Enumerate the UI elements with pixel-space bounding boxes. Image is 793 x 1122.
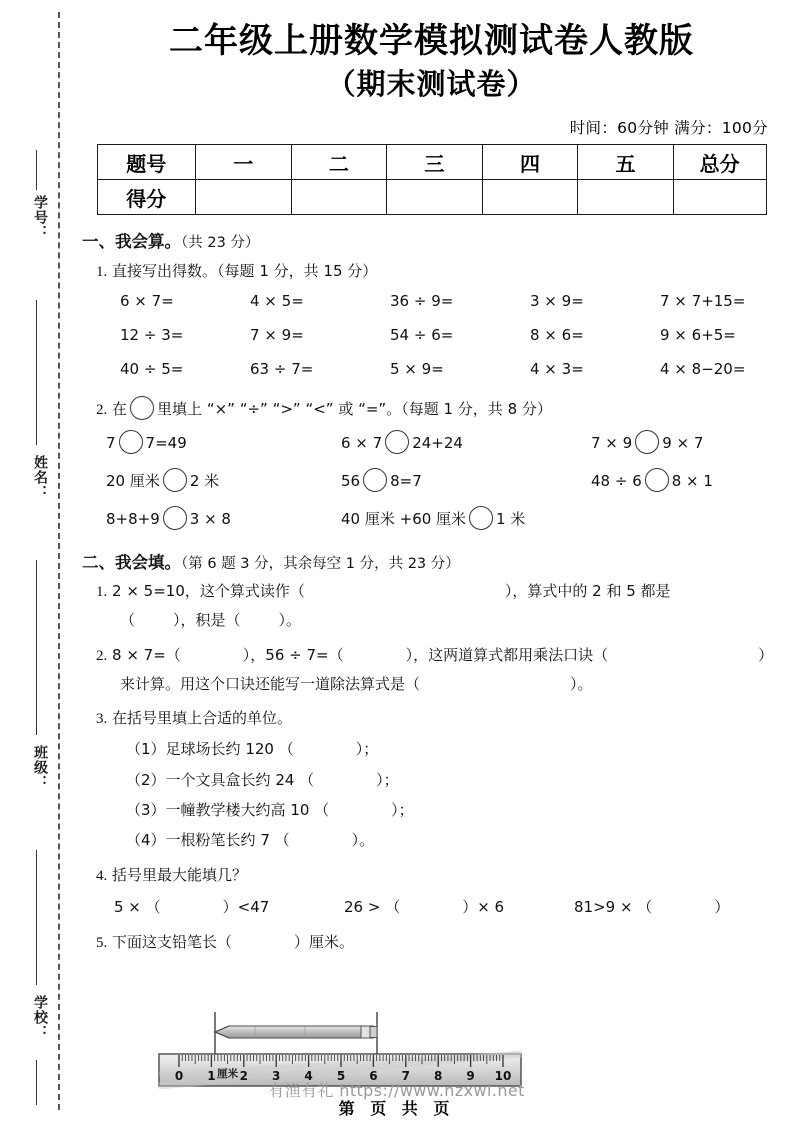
question-2-5-text-a: 下面这支铅笔长（ (112, 932, 233, 951)
circle-blank[interactable] (163, 506, 187, 530)
ruler-pencil-figure (155, 1010, 525, 1092)
question-2-1-text-b: ），算式中的 2 和 5 都是 (504, 582, 671, 601)
comparison-left: 56 (341, 472, 361, 491)
score-cell-5[interactable] (578, 180, 674, 215)
question-2-1-text-e: ）。 (278, 611, 302, 630)
left-margin (0, 0, 70, 1122)
ruler-tick-label: 10 (494, 1069, 512, 1083)
calc-expression[interactable]: 5 × 9= (390, 360, 444, 379)
comparison-item (106, 468, 341, 493)
page-subtitle: （期末测试卷） (326, 66, 537, 101)
list-item (126, 769, 769, 792)
question-2-2-line-1 (96, 644, 774, 668)
calc-expression[interactable]: 3 × 9= (530, 291, 584, 310)
ruler-tick-label: 1 (207, 1069, 216, 1083)
page-title: 二年级上册数学模拟测试卷人教版 (169, 21, 694, 61)
question-2-2-text-d: ） (758, 645, 774, 664)
ruler-tick-label: 6 (369, 1069, 378, 1083)
comparison-left: 7 (106, 433, 116, 452)
calc-expression[interactable]: 4 × 5= (250, 291, 304, 310)
list-item (126, 799, 769, 822)
score-cell-4[interactable] (482, 180, 578, 215)
question-1-2-suffix: 里填上 “×” “÷” “>” “<” 或 “=”。 (157, 399, 402, 418)
comparison-grid (106, 430, 769, 532)
comparison-left: 40 厘米 +60 厘米 (341, 510, 467, 529)
question-2-3-heading (96, 707, 769, 731)
section-2-index: 二、 (82, 552, 115, 572)
subitem-text-after: ）； (355, 740, 379, 759)
calc-expression[interactable]: 36 ÷ 9= (390, 291, 454, 310)
section-1-title: 我会算。 (115, 232, 181, 251)
unit-subitems (82, 738, 769, 852)
comparison-item (591, 468, 769, 493)
margin-divider-line-2 (36, 300, 37, 445)
ruler-tick-label: 3 (272, 1069, 281, 1083)
list-item (126, 738, 769, 761)
max-item (344, 896, 574, 919)
comparison-item (341, 430, 591, 455)
score-table-col-1: 一 (195, 145, 291, 180)
comparison-right: 24+24 (412, 433, 463, 452)
question-2-2-number: 2. (96, 647, 108, 664)
question-1-1-number: 1. (96, 263, 108, 280)
score-table-col-4: 四 (482, 145, 578, 180)
comparison-left: 6 × 7 (341, 433, 383, 452)
comparison-item (591, 430, 769, 455)
question-2-1-line-1 (96, 580, 769, 604)
calc-expression[interactable]: 12 ÷ 3= (120, 326, 184, 345)
calc-expression[interactable]: 40 ÷ 5= (120, 360, 184, 379)
ruler-tick-label: 9 (466, 1069, 475, 1083)
question-2-2-text-b: ），56 ÷ 7=（ (242, 645, 344, 664)
subitem-text-before: 足球场长约 120 （ (165, 740, 294, 759)
question-1-1-heading (96, 260, 769, 284)
pencil-icon (215, 1026, 377, 1038)
margin-divider-line-4 (36, 850, 37, 985)
subitem-text-after: ）。 (351, 831, 375, 850)
margin-label-name: 姓名： (32, 455, 48, 500)
margin-divider-line-1 (36, 150, 37, 190)
comparison-left: 20 厘米 (106, 472, 160, 491)
ruler-tick-label: 0 (174, 1069, 184, 1083)
comparison-item (106, 430, 341, 455)
comparison-right: 8=7 (390, 472, 422, 491)
question-1-2-heading (96, 396, 769, 422)
page-footer: 第 页 共 页 (338, 1099, 455, 1118)
question-1-2-note: （每题 1 分，共 8 分） (401, 399, 552, 418)
exam-content (70, 215, 793, 955)
subitem-text-before: 一幢教学楼大约高 10 （ (165, 800, 330, 819)
comparison-right: 3 × 8 (189, 510, 231, 529)
question-2-1-text-a: 2 × 5=10，这个算式读作（ (112, 582, 305, 601)
margin-label-class: 班级： (32, 745, 48, 790)
max-item-after: ）× 6 (462, 897, 505, 916)
circle-blank[interactable] (363, 468, 387, 492)
circle-blank[interactable] (635, 430, 659, 454)
question-2-5-number: 5. (96, 934, 108, 951)
section-heading-1 (82, 229, 769, 255)
circle-blank[interactable] (130, 396, 154, 420)
calc-expression[interactable]: 9 × 6+5= (660, 326, 736, 345)
question-2-2-text-e: 来计算。用这个口诀还能写一道除法算式是（ (120, 674, 421, 693)
subitem-text-before: 一根粉笔长约 7 （ (165, 831, 290, 850)
subitem-label: （2） (126, 770, 166, 789)
question-2-1-text-c: （ (120, 611, 136, 630)
ruler-tick-label: 8 (434, 1069, 443, 1083)
section-1-note: （共 23 分） (181, 235, 260, 251)
max-item (114, 896, 344, 919)
score-cell-2[interactable] (291, 180, 387, 215)
score-cell-3[interactable] (387, 180, 483, 215)
max-item-before: 5 × （ (114, 897, 161, 916)
score-table-row-label-0: 题号 (97, 145, 195, 180)
calc-expression[interactable]: 4 × 8−20= (660, 360, 746, 379)
watermark: 有渔有礼 https://www.nzxwl.net (268, 1081, 525, 1100)
calc-expression[interactable]: 8 × 6= (530, 326, 584, 345)
margin-label-student-id: 学号： (32, 195, 48, 240)
question-2-5-heading (96, 931, 769, 955)
comparison-item (106, 506, 341, 531)
subitem-text-after: ）； (376, 770, 399, 789)
ruler-tick-label: 7 (401, 1069, 410, 1083)
calc-expression[interactable]: 63 ÷ 7= (250, 360, 314, 379)
calc-expression[interactable]: 7 × 7+15= (660, 291, 746, 310)
margin-divider-line-3 (36, 560, 37, 735)
circle-blank[interactable] (119, 430, 143, 454)
comparison-item (341, 468, 591, 493)
comparison-item (341, 506, 591, 531)
title-block (70, 0, 793, 106)
question-2-4-number: 4. (96, 868, 108, 885)
question-2-4-heading (96, 864, 769, 888)
list-item (126, 829, 769, 852)
arithmetic-grid (120, 290, 769, 382)
question-1-1-note: （每题 1 分，共 15 分） (217, 261, 378, 280)
section-1-index: 一、 (82, 232, 115, 251)
comparison-left: 7 × 9 (591, 433, 633, 452)
circle-blank[interactable] (163, 468, 187, 492)
score-table-col-total: 总分 (673, 145, 766, 180)
exam-meta: 时间：60分钟 满分：100分 (569, 119, 768, 137)
question-2-2-line-2 (120, 673, 769, 696)
max-item (574, 896, 769, 919)
calc-expression[interactable]: 7 × 9= (250, 326, 304, 345)
circle-blank[interactable] (469, 506, 493, 530)
subitem-text-before: 一个文具盒长约 24 （ (165, 770, 315, 789)
subitem-label: （1） (126, 740, 166, 759)
score-table-col-2: 二 (291, 145, 387, 180)
comparison-right: 9 × 7 (662, 433, 704, 452)
question-2-3-text: 在括号里填上合适的单位。 (112, 709, 293, 728)
max-item-before: 81>9 × （ (574, 897, 653, 916)
score-table (97, 144, 767, 215)
max-item-after: ）<47 (222, 897, 270, 916)
comparison-left: 8+8+9 (106, 510, 160, 529)
section-2-title: 我会填。 (115, 552, 181, 572)
comparison-right: 8 × 1 (671, 472, 713, 491)
subitem-text-after: ）； (391, 800, 414, 819)
circle-blank[interactable] (385, 430, 409, 454)
comparison-right: 7=49 (145, 433, 187, 452)
score-cell-1[interactable] (195, 180, 291, 215)
subitem-label: （4） (126, 831, 166, 850)
question-2-2-text-c: ），这两道算式都用乘法口诀（ (405, 645, 609, 664)
question-2-3-number: 3. (96, 711, 108, 728)
table-row-score (97, 180, 766, 215)
table-row-header (97, 145, 766, 180)
calc-expression[interactable]: 54 ÷ 6= (390, 326, 454, 345)
ruler-tick-label: 4 (304, 1069, 313, 1083)
question-1-1-text: 直接写出得数。 (112, 261, 218, 280)
question-2-4-text: 括号里最大能填几？ (112, 866, 248, 885)
section-heading-2 (82, 550, 769, 576)
ruler-tick-label: 5 (336, 1069, 346, 1083)
question-2-5-text-b: ）厘米。 (294, 932, 355, 951)
score-table-row-label-1: 得分 (97, 180, 195, 215)
circle-blank[interactable] (645, 468, 669, 492)
ruler-unit-label: 厘米 (217, 1068, 239, 1080)
calc-expression[interactable]: 4 × 3= (530, 360, 584, 379)
question-1-2-number: 2. (96, 401, 108, 418)
cut-dashed-line (58, 12, 60, 1110)
question-2-1-text-d: ），积是（ (173, 611, 241, 630)
question-2-1-number: 1. (96, 584, 108, 601)
section-2-note: （第 6 题 3 分，其余每空 1 分，共 23 分） (181, 555, 460, 572)
question-1-2-prefix: 在 (112, 399, 128, 418)
question-2-2-text-f: ）。 (570, 674, 593, 693)
max-item-before: 26 > （ (344, 897, 401, 916)
question-2-2-text-a: 8 × 7=（ (112, 645, 181, 664)
comparison-right: 2 米 (189, 472, 220, 491)
max-item-after: ） (714, 897, 730, 916)
score-cell-total[interactable] (673, 180, 766, 215)
calc-expression[interactable]: 6 × 7= (120, 291, 174, 310)
comparison-left: 48 ÷ 6 (591, 472, 642, 491)
comparison-right: 1 米 (496, 510, 526, 529)
max-value-grid (114, 896, 769, 919)
subitem-label: （3） (126, 800, 166, 819)
exam-sheet (70, 0, 793, 1122)
ruler-tick-label: 2 (239, 1069, 248, 1083)
score-table-col-5: 五 (578, 145, 674, 180)
question-2-1-line-2 (120, 609, 769, 632)
margin-label-school: 学校： (32, 995, 48, 1040)
score-table-col-3: 三 (387, 145, 483, 180)
